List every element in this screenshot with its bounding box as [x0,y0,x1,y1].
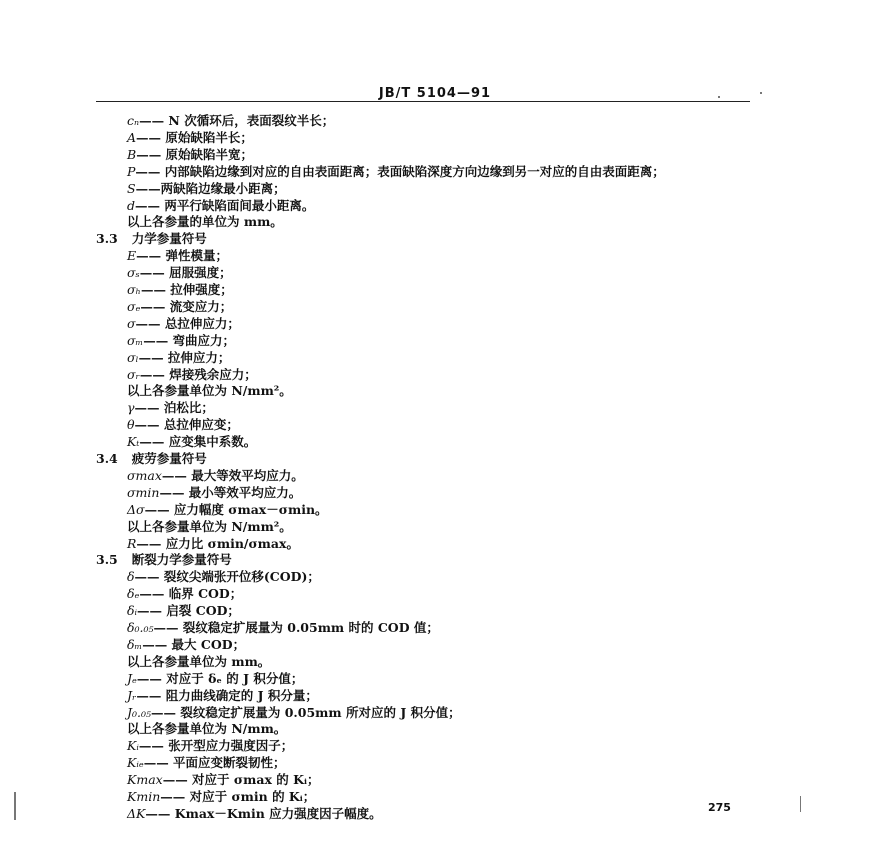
parameter-symbol: δₘ [127,636,143,652]
parameter-symbol: d [127,197,136,213]
parameter-symbol: γ [127,400,135,416]
definition-line [127,653,270,670]
parameter-symbol: P [127,163,136,179]
definition-line [127,129,253,146]
parameter-symbol: A [127,129,137,145]
parameter-symbol: Δσ [127,501,145,517]
line-text: —— 泊松比； [134,400,214,416]
definition-line [127,433,256,450]
line-text: —— 流变应力； [140,298,233,314]
section-number: 3.3 [96,231,118,247]
parameter-symbol: B [127,146,137,162]
parameter-symbol: σₕ [127,282,141,297]
parameter-symbol: σ [127,315,136,331]
scan-speck [800,796,801,812]
line-text: —— 内部缺陷边缘到对应的自由表面距离；表面缺陷深度方向边缘到另一对应的自由表面距离； [135,163,665,179]
definition-line [127,349,230,366]
definition-line [127,146,253,163]
section-number: 3.4 [96,451,118,466]
definition-line [127,315,240,332]
parameter-symbol: J₀.₀₅ [127,704,152,720]
standard-header: JB/T 5104—91 [378,86,492,101]
parameter-symbol: σmin [127,484,160,500]
scan-speck [14,792,16,820]
scan-speck [760,92,762,94]
line-text: —— 两平行缺陷面间最小距离。 [135,197,315,213]
definition-line [127,281,233,298]
line-text: —— 原始缺陷半宽； [136,146,254,162]
parameter-symbol: Kmax [127,772,163,788]
definition-line [127,805,382,822]
line-text: —— 总拉伸应力； [135,315,240,331]
header-rule [96,101,750,102]
line-text: —— 焊接残余应力； [139,366,257,382]
line-text: —— 临界 COD； [139,586,243,602]
definition-line [127,602,240,619]
parameter-symbol: ΔK [127,805,146,821]
line-text: —— 原始缺陷半长； [136,129,253,145]
definition-line [127,112,334,129]
definition-line [127,585,242,602]
definition-line [127,687,318,704]
line-text: —— Kmax－Kmin 应力强度因子幅度。 [145,805,382,821]
parameter-symbol: S [127,180,136,196]
parameter-symbol: σᵣ [127,366,140,382]
line-text: 疲劳参量符号 [131,451,207,466]
parameter-symbol: Jₑ [127,670,137,686]
parameter-symbol: Kᵢₑ [127,755,144,771]
definition-line [127,416,239,433]
parameter-symbol: θ [127,417,135,433]
parameter-symbol: δₑ [127,586,140,602]
parameter-symbol: R [127,535,137,551]
definition-line [127,484,301,501]
parameter-symbol: δ [127,569,135,585]
parameter-symbol: cₙ [127,113,140,128]
line-text: —— 应变集中系数。 [139,434,257,450]
line-text: —— 最小等效平均应力。 [159,484,302,500]
line-text: —— 最大等效平均应力。 [161,467,304,483]
line-text: 断裂力学参量符号 [131,552,232,568]
definition-line [127,332,235,349]
definition-line [127,399,214,416]
parameter-symbol: σₗ [127,349,139,365]
definition-line [127,180,286,197]
definition-line [127,788,315,805]
parameter-symbol: σₘ [127,332,144,348]
line-text: 以上各参量的单位为 mm。 [127,214,283,230]
line-text: —— 应力幅度 σmax－σmin。 [144,501,328,517]
line-text: 以上各参量单位为 N/mm²。 [127,383,292,399]
line-text: —— 应力比 σmin/σmax。 [136,535,299,551]
parameter-symbol: σₛ [127,265,140,281]
definition-line [127,771,319,788]
section-heading [96,551,232,568]
line-text: —— 屈服强度； [139,265,232,281]
definition-line [127,737,293,754]
parameter-symbol: δᵢ [127,603,138,619]
scan-speck [718,96,720,98]
line-text: —— 对应于 σmax 的 Kᵢ； [162,772,320,788]
definition-line [127,382,292,399]
parameter-symbol: Kᵢ [127,738,139,754]
definition-line [127,636,245,653]
page-number: 275 [708,801,731,814]
line-text: —— 裂纹尖端张开位移(COD)； [134,569,320,585]
line-text: 力学参量符号 [131,231,207,247]
section-number: 3.5 [96,552,118,568]
parameter-symbol: Kₜ [127,434,140,450]
line-text: —— 启裂 COD； [137,603,240,619]
parameter-symbol: Jᵣ [127,687,137,703]
line-text: —— N 次循环后，表面裂纹半长； [139,113,335,128]
definition-line [127,264,232,281]
section-heading [96,230,207,247]
line-text: —— 裂纹稳定扩展量为 0.05mm 所对应的 J 积分值； [151,704,461,720]
line-text: —— 阻力曲线确定的 J 积分量； [136,687,318,703]
definition-line [127,213,283,230]
parameter-symbol: σmax [127,467,162,483]
line-text: —— 对应于 σmin 的 Kᵢ； [160,789,316,804]
parameter-symbol: δ₀.₀₅ [127,620,154,635]
definition-line [127,467,304,484]
line-text: 以上各参量单位为 N/mm²。 [127,518,292,534]
definition-line [127,568,320,585]
line-text: —— 弯曲应力； [143,332,236,348]
section-heading [96,450,207,467]
line-text: —— 拉伸应力； [138,349,231,365]
definition-line [127,518,292,535]
definition-line [127,501,328,518]
definition-line [127,704,461,721]
definition-line [127,163,665,180]
line-text: —— 张开型应力强度因子； [138,738,294,754]
definition-line [127,247,228,264]
line-text: 以上各参量单位为 N/mm。 [127,721,287,737]
parameter-symbol: E [127,248,137,264]
line-text: —— 拉伸强度； [140,282,233,297]
line-text: —— 弹性模量； [136,248,228,264]
definition-line [127,670,303,687]
definition-line [127,754,286,771]
line-text: —— 总拉伸应变； [134,417,239,433]
parameter-symbol: Kmin [127,789,161,804]
line-text: —— 裂纹稳定扩展量为 0.05mm 时的 COD 值； [153,620,439,635]
definition-line [127,298,232,315]
definition-line [127,197,314,214]
line-text: ——两缺陷边缘最小距离； [135,180,286,196]
line-text: 以上各参量单位为 mm。 [127,653,271,669]
line-text: —— 平面应变断裂韧性； [143,755,286,771]
definition-line [127,619,439,636]
parameter-symbol: σₑ [127,298,141,314]
definition-line [127,720,286,737]
line-text: —— 对应于 δₑ 的 J 积分值； [136,670,304,686]
definition-line [127,535,299,552]
line-text: —— 最大 COD； [142,636,246,652]
definition-line [127,366,257,383]
